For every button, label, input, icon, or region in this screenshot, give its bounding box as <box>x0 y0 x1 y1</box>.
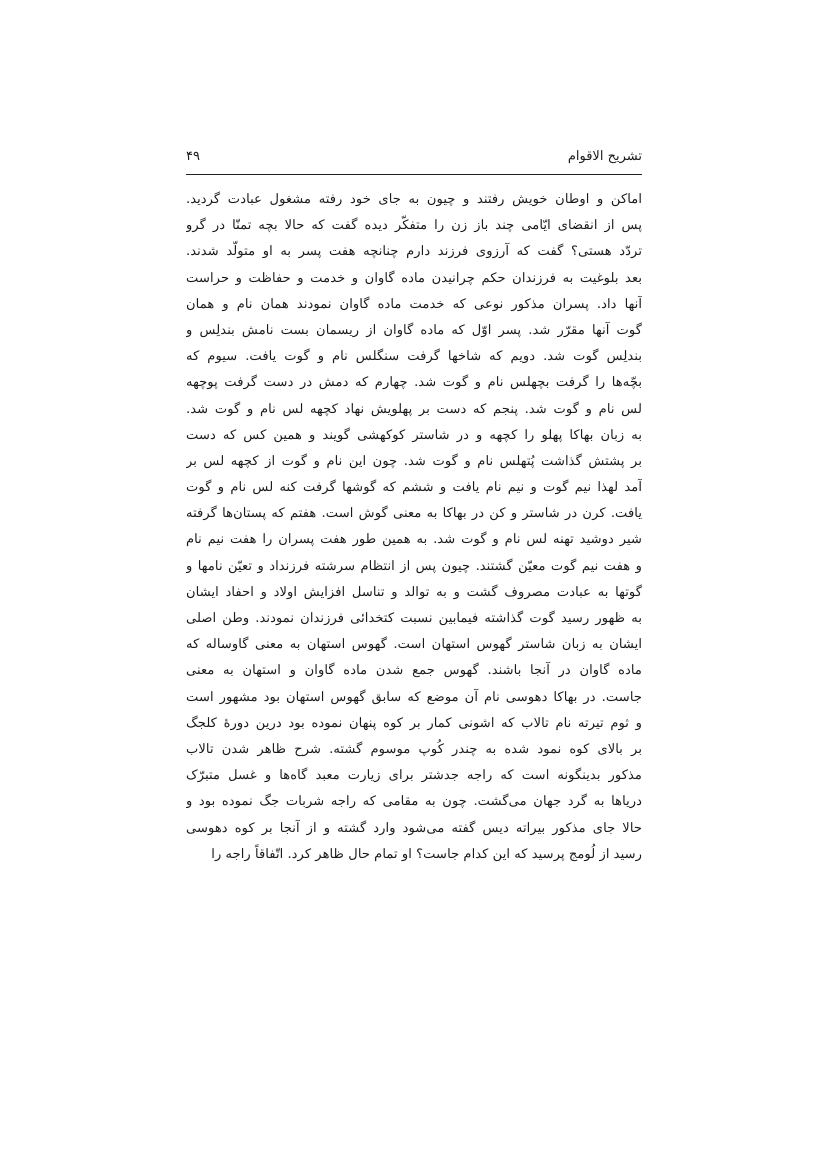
text-line: به ظهور رسید گوت گذاشته فیمابین نسبت کتخدائی فرزندان نمودند. وطن اصلی <box>186 611 642 626</box>
text-line: رسید از لُومج پرسید که این کدام جاست؟ او تمام حال ظاهر کرد. اتّفاقاً راجه را <box>211 846 642 862</box>
text-line: آنها داد. پسران مذکور نوعی که خدمت ماده گاوان نمودند همان نام و همان <box>186 296 642 312</box>
running-title: تشریح الاقوام <box>567 149 642 164</box>
text-line: آمد لهذا نیم گوت و نیم نام یافت و ششم که گوشها گرفت کنه لس نام و گوت <box>186 480 642 496</box>
text-line: مذکور بدینگونه است که راجه جدشتر برای زیارت معبد گاه‌ها و غسل متبرّک <box>186 768 642 784</box>
book-page <box>186 148 642 868</box>
text-line: بچّه‌ها را گرفت بچهلس نام و گوت شد. چهارم که دمش در دست گرفت پوچهه <box>186 375 642 391</box>
text-line: لس نام و گوت شد. پنجم که دست بر پهلویش نهاد کچهه لس نام و گوت شد. <box>186 401 642 417</box>
text-line: بعد بلوغیت به فرزندان حکم چرانیدن ماده گاوان و خدمت و حفاظت و حراست <box>186 270 642 286</box>
text-line: تردّد هستی؟ گفت که آرزوی فرزند دارم چنانچه هفت پسر به او متولّد شدند. <box>186 244 642 260</box>
text-line: بر پشتش گذاشت پُتهلس نام و گوت شد. چون این نام و گوت از کچهه لس بر <box>186 453 642 469</box>
body-paragraph <box>186 187 642 868</box>
running-header <box>186 148 642 175</box>
text-line: بندلِس گوت شد. دویم که شاخها گرفت سنگلس نام و گوت یافت. سیوم که <box>186 349 642 365</box>
text-line: یافت. کرن در شاستر و کن در بهاکا به معنی گوش است. هفتم که پستان‌ها گرفته <box>186 506 642 522</box>
text-line: گوتها به عبادت مصروف گشت و به توالد و تناسل افزایش اولاد و احفاد ایشان <box>186 584 642 600</box>
text-line: و ثوم تیرته نام تالاب که اشونی کمار بر کوه پنهان نموده بود درین دورهٔ کلجگ <box>186 715 642 731</box>
text-line: بر بالای کوه نمود شده به چندر کُوپ موسوم گشته. شرح ظاهر شدن تالاب <box>186 741 642 757</box>
text-line: و هفت نیم گوت معیّن گشتند. چیون پس از انتظام سرشته فرزنداد و تعیّن نامها و <box>186 558 642 574</box>
text-line: به زبان بهاکا پهلو را کچهه و در شاستر کوکهشی گویند و همین کس که دست <box>186 427 642 443</box>
text-line: جاست. در بهاکا دهوسی نام آن موضع که سابق گهوس استهان بود مشهور است <box>186 689 642 705</box>
text-line: دریاها به گرد جهان می‌گشت. چون به مقامی که راجه شربات جگ نموده بود و <box>186 794 642 810</box>
text-line: شیر دوشید تهنه لس نام و گوت شد. به همین طور هفت پسران را هفت نیم نام <box>186 532 642 548</box>
text-line: پس از انقضای ایّامی چند باز زن را متفکّر دیده گفت که حالا بچه تمنّا در گرو <box>186 218 642 234</box>
text-line: حالا جای مذکور بیراته دیس گفته می‌شود وارد گشته و از آنجا بر کوه دهوسی <box>186 820 642 836</box>
text-line: ایشان به زبان شاستر گهوس استهان است. گهوس استهان به معنی گاوساله که <box>186 637 642 653</box>
text-line: اماکن و اوطان خویش رفتند و چیون به جای خود رفته مشغول عبادت گردید. <box>186 192 642 207</box>
text-line: گوت آنها مقرّر شد. پسر اوّل که ماده گاوان از ریسمان بست نامش بندلِس و <box>186 322 642 338</box>
page-number: ۴۹ <box>186 149 200 164</box>
text-line: ماده گاوان در آنجا باشند. گهوس جمع شدن ماده گاوان و استهان به معنی <box>186 663 642 679</box>
